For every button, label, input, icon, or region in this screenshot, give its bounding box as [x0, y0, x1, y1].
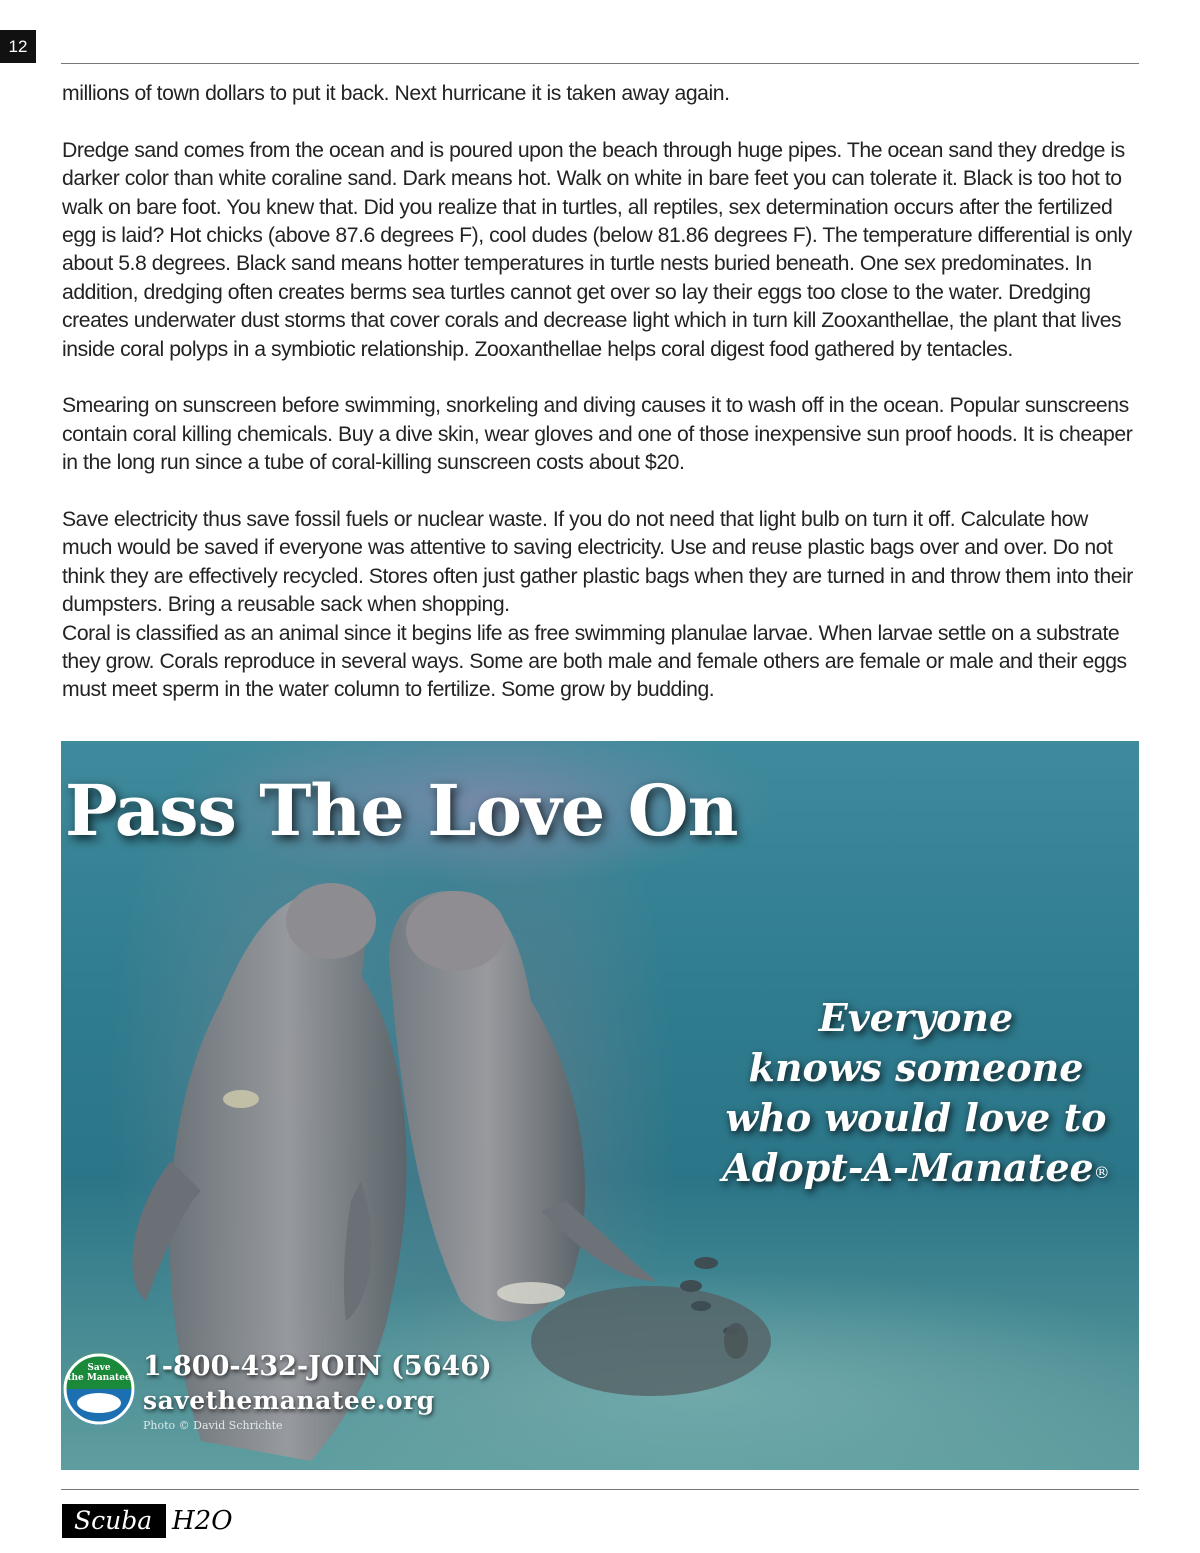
tagline-line: knows someone	[748, 1045, 1084, 1090]
footer-brand-scuba: Scuba	[62, 1504, 166, 1538]
ad-headline: Pass The Love On	[65, 769, 738, 852]
paragraph: Dredge sand comes from the ocean and is poured upon the beach through huge pipes. The ocean sand they dredge is darker color than white coraline sand. Dark means hot. Walk on white in bare feet you can tolerate it. Black is too hot to walk on bare foot. You knew that. Did you realize that in turtles, all reptiles, sex determination occurs after the fertilized egg is laid? Hot chicks (above 87.6 degrees F), cool dudes (below 81.86 degrees F). The temperature differential is only about 5.8 degrees. Black sand means hotter temperatures in turtle nests buried beneath. One sex predominates. In addition, dredging often creates berms sea turtles cannot get over so lay their eggs too close to the water. Dredging creates underwater dust storms that cover corals and decrease light which in turn kill Zooxanthellae, the plant that lives inside coral polyps in a symbiotic relationship. Zooxanthellae helps coral digest food gathered by tentacles.	[62, 138, 1132, 361]
paragraph: Save electricity thus save fossil fuels or nuclear waste. If you do not need that light bulb on turn it off. Calculate how much would be saved if everyone was attentive to saving electricity. Use and reuse plastic bags over and over. Do not think they are effectively recycled. Stores often just gather plastic bags when they are turned in and throw them into their dumpsters. Bring a reusable sack when shopping.	[62, 508, 1133, 617]
page-number: 12	[0, 30, 36, 63]
save-the-manatee-logo	[63, 1353, 135, 1425]
paragraph: Coral is classified as an animal since it begins life as free swimming planulae larvae. When larvae settle on a substrate they grow. Corals reproduce in several ways. Some are both male and female others are female or male and their eggs must meet sperm in the water column to fertilize. Some grow by budding.	[62, 621, 1127, 702]
paragraph: millions of town dollars to put it back. Next hurricane it is taken away again.	[62, 82, 730, 105]
logo-text: Save the Manatee	[67, 1363, 131, 1383]
photo-credit: Photo © David Schrichte	[143, 1419, 283, 1432]
ad-phone-number: 1-800-432-JOIN (5646)	[143, 1351, 492, 1382]
manatee-advertisement	[61, 741, 1139, 1470]
tagline-line: Adopt-A-Manatee®	[722, 1145, 1110, 1190]
footer-brand-h2o: H2O	[172, 1506, 233, 1536]
ad-website: savethemanatee.org	[143, 1386, 435, 1415]
tagline-line: who would love to	[725, 1095, 1107, 1140]
header-rule	[61, 63, 1139, 64]
registered-mark: ®	[1093, 1162, 1110, 1182]
paragraph: Smearing on sunscreen before swimming, snorkeling and diving causes it to wash off in the ocean. Popular sunscreens contain coral killing chemicals. Buy a dive skin, wear gloves and one of those inexpensive sun proof hoods. It is cheaper in the long run since a tube of coral-killing sunscreen costs about $20.	[62, 394, 1133, 475]
article-body	[62, 80, 1142, 705]
ad-tagline	[701, 993, 1131, 1198]
footer-rule	[61, 1489, 1139, 1490]
tagline-line: Everyone	[818, 995, 1014, 1040]
